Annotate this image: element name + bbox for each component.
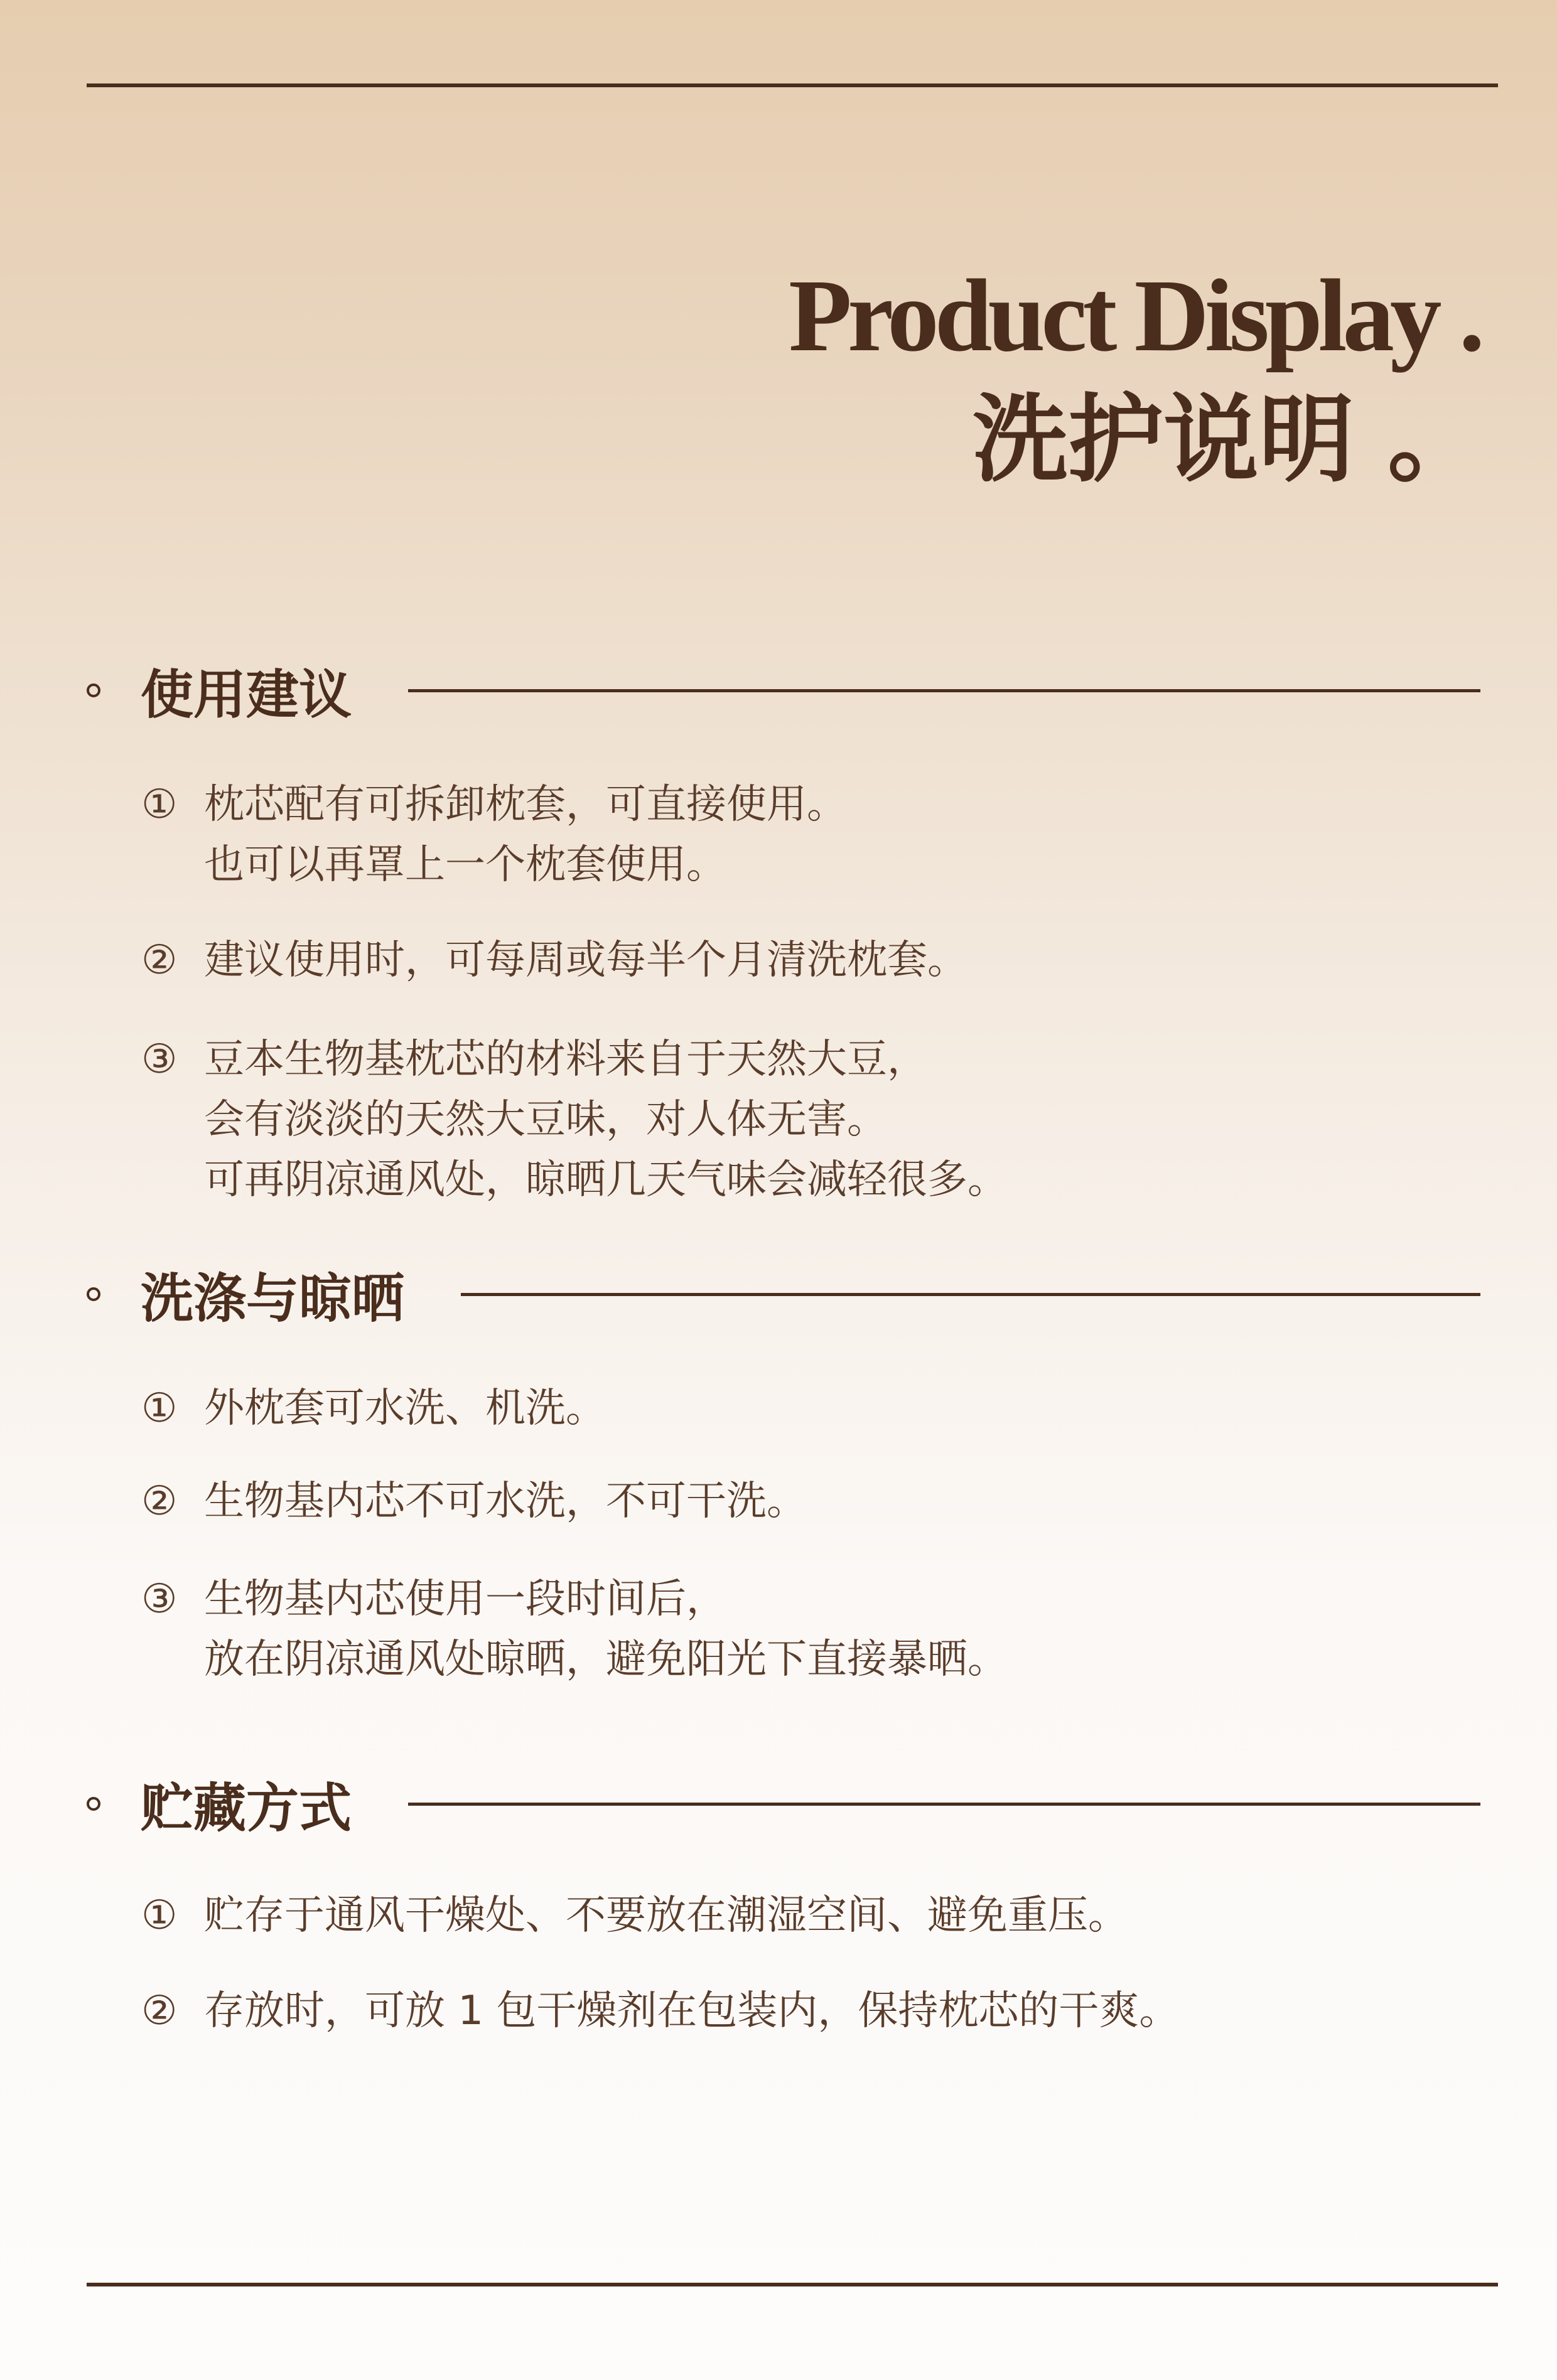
- bottom-divider: [87, 2283, 1498, 2286]
- circle-bullet-icon: [87, 1287, 100, 1301]
- circle-bullet-icon: [87, 683, 100, 697]
- section-header-washing: [87, 1257, 1480, 1332]
- list-item: [141, 775, 1460, 895]
- item-text: 会有淡淡的天然大豆味，对人体无害。: [204, 1096, 887, 1143]
- page-title-en: Product Display .: [789, 258, 1480, 373]
- page-title-cn: 洗护说明 。: [972, 384, 1483, 495]
- item-number: ③: [141, 1036, 178, 1083]
- item-text: 枕芯配有可拆卸枕套，可直接使用。: [204, 781, 847, 828]
- item-text: 也可以再罩上一个枕套使用。: [204, 842, 726, 888]
- section-header-storage: [87, 1766, 1480, 1841]
- item-text: 生物基内芯不可水洗，不可干洗。: [204, 1478, 807, 1525]
- item-number: ②: [141, 1988, 178, 2034]
- section-divider: [408, 689, 1480, 692]
- item-text: 豆本生物基枕芯的材料来自于天然大豆，: [204, 1036, 927, 1083]
- section-title: 洗涤与晾晒: [141, 1267, 405, 1329]
- top-divider: [87, 83, 1498, 87]
- item-number: ①: [141, 781, 178, 828]
- list-item: [141, 1981, 1460, 2041]
- item-number: ②: [141, 937, 178, 984]
- list-item: [141, 930, 1460, 990]
- circle-bullet-icon: [87, 1797, 100, 1811]
- section-divider: [408, 1803, 1480, 1806]
- list-item: [141, 1471, 1460, 1531]
- item-text: 生物基内芯使用一段时间后，: [204, 1576, 726, 1622]
- section-header-usage: [87, 653, 1480, 728]
- list-item: [141, 1029, 1460, 1210]
- item-number: ①: [141, 1385, 178, 1432]
- section-divider: [461, 1293, 1480, 1296]
- list-item: [141, 1885, 1460, 1946]
- item-text: 可再阴凉通风处，晾晒几天气味会减轻很多。: [204, 1157, 1008, 1203]
- item-text: 放在阴凉通风处晾晒，避免阳光下直接暴晒。: [204, 1636, 1008, 1683]
- item-number: ①: [141, 1892, 178, 1939]
- section-title: 使用建议: [141, 663, 352, 726]
- list-item: [141, 1378, 1460, 1439]
- item-number: ③: [141, 1576, 178, 1622]
- item-text: 外枕套可水洗、机洗。: [204, 1385, 606, 1432]
- item-text: 贮存于通风干燥处、不要放在潮湿空间、避免重压。: [204, 1892, 1128, 1939]
- item-number: ②: [141, 1478, 178, 1525]
- section-title: 贮藏方式: [141, 1777, 352, 1839]
- item-text: 建议使用时，可每周或每半个月清洗枕套。: [204, 937, 967, 984]
- list-item: [141, 1569, 1460, 1690]
- item-text: 存放时，可放 1 包干燥剂在包装内，保持枕芯的干爽。: [204, 1988, 1180, 2034]
